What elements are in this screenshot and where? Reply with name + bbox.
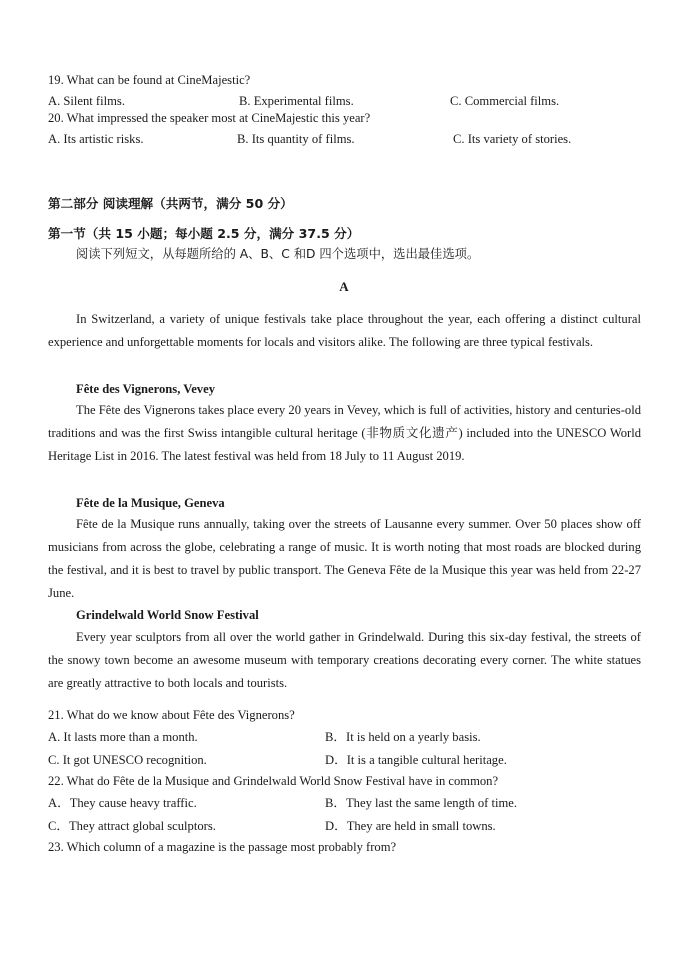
festival-3-body: Every year sculptors from all over the world gather in Grindelwald. During this six-day festival, the streets of the snowy town become an awesome museum with temporary creations decorating every corner. The white statues are greatly attractive to both locals and tourists. <box>48 630 641 690</box>
question-20: 20. What impressed the speaker most at CineMajestic this year? <box>48 111 371 125</box>
q22-option-d: D．They are held in small towns. <box>325 819 496 833</box>
q19-option-b: B. Experimental films. <box>239 94 354 108</box>
question-23: 23. Which column of a magazine is the passage most probably from? <box>48 840 397 854</box>
q22-option-a: A．They cause heavy traffic. <box>48 796 197 810</box>
festival-2-body: Fête de la Musique runs annually, taking over the streets of Lausanne every summer. Over 50 places show off musicians from across the globe, celebrating a range of music. It is worth noting that most roads are blocked during the festival, and it is best to travel by public transport. The Geneva Fête de la Musique this year was held from 22-27 June. <box>48 517 641 600</box>
q21-option-d: D．It is a tangible cultural heritage. <box>325 753 507 767</box>
question-21: 21. What do we know about Fête des Vignerons? <box>48 708 295 722</box>
festival-3-title: Grindelwald World Snow Festival <box>76 608 259 622</box>
q21-option-a: A. It lasts more than a month. <box>48 730 198 744</box>
q21-option-c: C. It got UNESCO recognition. <box>48 753 207 767</box>
intro-paragraph: In Switzerland, a variety of unique festivals take place throughout the year, each offering a distinct cultural experience and unforgettable moments for locals and visitors alike. The following are three typical festivals. <box>48 312 641 349</box>
question-22: 22. What do Fête de la Musique and Grindelwald World Snow Festival have in common? <box>48 774 499 788</box>
q19-option-c: C. Commercial films. <box>450 94 560 108</box>
q20-option-b: B. Its quantity of films. <box>237 132 355 146</box>
part2-heading: 第二部分 阅读理解（共两节，满分 50 分） <box>48 196 293 211</box>
q19-option-a: A. Silent films. <box>48 94 125 108</box>
q22-option-c: C．They attract global sculptors. <box>48 819 216 833</box>
passage-letter: A <box>339 279 349 294</box>
festival-2-title: Fête de la Musique, Geneva <box>76 496 225 510</box>
festival-1-title: Fête des Vignerons, Vevey <box>76 382 215 396</box>
q22-option-b: B．They last the same length of time. <box>325 796 518 810</box>
q20-option-a: A. Its artistic risks. <box>48 132 144 146</box>
q21-option-b: B．It is held on a yearly basis. <box>325 730 481 744</box>
festival-1-body: The Fête des Vignerons takes place every 20 years in Vevey, which is full of activities, history and centuries-old traditions and was the first Swiss intangible cultural heritage (非物质文化遗产) included into the UNESCO World Heritage List in 2016. The latest festival was held from 18 July to 11 August 2019. <box>48 403 641 463</box>
section1-heading: 第一节（共 15 小题；每小题 2.5 分，满分 37.5 分） <box>48 226 360 241</box>
instructions: 阅读下列短文，从每题所给的 A、B、C 和D 四个选项中，选出最佳选项。 <box>76 247 480 261</box>
q20-option-c: C. Its variety of stories. <box>453 132 572 146</box>
question-19: 19. What can be found at CineMajestic? <box>48 73 251 87</box>
